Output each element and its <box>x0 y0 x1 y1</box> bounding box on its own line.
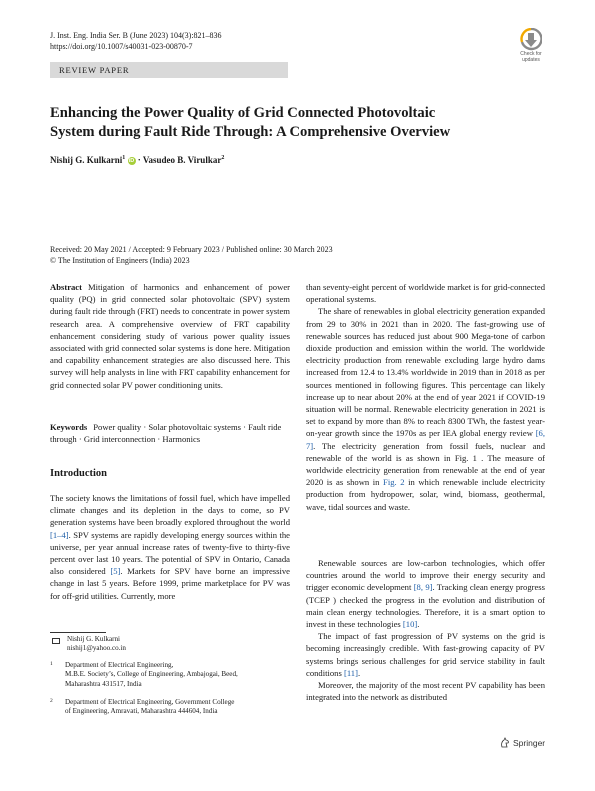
publication-history <box>50 244 333 266</box>
affiliation-number: 1 <box>50 661 53 667</box>
article-type-label: REVIEW PAPER <box>59 65 130 75</box>
springer-horse-icon <box>500 737 510 748</box>
keywords-label: Keywords <box>50 422 88 432</box>
right-column-bottom <box>306 557 545 703</box>
affiliation-line: Department of Electrical Engineering, Government College <box>65 698 235 706</box>
affiliation-line: Department of Electrical Engineering, <box>65 661 174 669</box>
check-updates-label-1: Check for <box>520 51 542 57</box>
affiliation-2 <box>50 698 290 718</box>
affiliation-number: 2 <box>50 698 53 704</box>
abstract-label: Abstract <box>50 282 82 292</box>
affiliation-1 <box>50 661 290 691</box>
check-for-updates-badge[interactable] <box>514 28 548 66</box>
paragraph <box>306 557 545 630</box>
corresponding-name: Nishij G. Kulkarni <box>67 635 121 643</box>
footnote-divider <box>50 632 106 633</box>
body-text: The impact of fast progression of PV systems on the grid is becoming increasingly credible. With fast-growing capacity of PV systems brings serious challenges for grid service stability in fault conditions <box>306 631 545 678</box>
citation-link[interactable]: [6, 7] <box>306 428 545 451</box>
journal-header <box>50 30 222 52</box>
article-title <box>50 104 550 142</box>
body-text: . The electricity generation from fossil fuels, nuclear and renewable of the world is as shown in Fig. 1 . The measure of worldwide electricity generation from renewable at the end of year 2020 is as shown in <box>306 440 545 488</box>
paragraph: than seventy-eight percent of worldwide market is for grid-connected operational systems. <box>306 282 545 305</box>
article-type-bar <box>50 62 288 78</box>
citation-link[interactable]: [10] <box>402 619 418 630</box>
affiliation-marker: 1 <box>122 155 126 161</box>
section-heading-introduction: Introduction <box>50 468 107 479</box>
orcid-icon[interactable]: iD <box>128 158 135 164</box>
dates-line: Received: 20 May 2021 / Accepted: 9 February 2023 / Published online: 30 March 2023 <box>50 245 333 254</box>
citation-link[interactable]: [11] <box>343 667 358 678</box>
right-column-top <box>306 281 545 513</box>
body-text: . Tracking clean energy progress (TCEP ) checked the progress in the evolution and distribution of main clean energy technologies. Therefore, it is a smart option to invest in these technologies <box>306 582 545 630</box>
body-text: in which renewable include electricity production from hydropower, solar, wind, biomass, geothermal, wave, tidal sources and waste. <box>306 477 546 512</box>
author-name[interactable]: Nishij G. Kulkarni <box>50 155 123 165</box>
check-updates-label-2: updates <box>522 56 540 63</box>
affiliation-line: Maharashtra 431517, India <box>65 679 142 688</box>
citation-link[interactable]: [8, 9] <box>413 582 433 593</box>
body-text: . <box>417 619 420 630</box>
affiliation-marker: 2 <box>221 155 225 161</box>
keywords <box>50 421 290 445</box>
author-separator: · <box>135 155 143 165</box>
body-text: . Markets for SPV have borne an impressive change in last 5 years. Before 1999, prime marketplace for PV was for off-grid utilities. Currently, more <box>50 566 290 601</box>
doi-link[interactable]: https://doi.org/10.1007/s40031-023-00870-7 <box>50 42 193 51</box>
abstract-text: Mitigation of harmonics and enhancement of power quality (PQ) in grid connected solar photovoltaic (SPV) system during fault ride through (FRT) needs to concentrate in power system research area. A comprehensive overview of FRT capability enhancement considering study of various power quality issues associated with grid connected solar systems is done here. Mitigation and capability enhancement strategies are also discussed here. This survey will help analysts in line with FRT capability enhancement for grid connected solar PV power conditioning units. <box>50 282 290 390</box>
title-line-2: System during Fault Ride Through: A Comprehensive Overview <box>50 124 451 140</box>
author-list <box>50 155 224 165</box>
figure-link[interactable]: Fig. 2 <box>383 477 405 488</box>
affiliation-line: of Engineering, Amravati, Maharashtra 444604, India <box>65 707 218 716</box>
affiliation-line: M.B.E. Society’s, College of Engineering, Ambajogai, Beed, <box>65 670 238 679</box>
corresponding-author <box>52 635 282 655</box>
journal-citation: J. Inst. Eng. India Ser. B (June 2023) 104(3):821–836 <box>50 31 222 40</box>
paragraph: Moreover, the majority of the most recent PV capability has been integrated into the network as distributed <box>306 680 545 703</box>
envelope-icon <box>52 638 60 644</box>
paragraph <box>306 305 545 512</box>
keywords-text: Power quality · Solar photovoltaic systems · Fault ride through · Grid interconnection · Harmonics <box>50 422 282 445</box>
corresponding-email[interactable]: nishij1@yahoo.co.in <box>67 644 126 653</box>
title-line-1: Enhancing the Power Quality of Grid Connected Photovoltaic <box>50 105 436 121</box>
check-updates-icon <box>520 28 542 52</box>
citation-link[interactable]: [5] <box>110 566 121 577</box>
body-text: . SPV systems are rapidly developing energy sources within the universe, per year annual increase rates of twenty-five to thirty-five percent over last 10 years. The potential of SPV in Ontario, Canada also considered <box>50 529 290 577</box>
paragraph <box>306 630 545 679</box>
citation-link[interactable]: [1–4] <box>50 529 69 540</box>
body-text: The society knows the limitations of fossil fuel, which have impelled climate changes and its depletion in the days to come, so PV generation systems have been broadly explored throughout the world <box>50 493 290 528</box>
publisher-logo <box>500 737 545 748</box>
body-text: . <box>357 667 361 678</box>
author-name[interactable]: Vasudeo B. Virulkar <box>142 155 222 165</box>
introduction-paragraph <box>50 492 290 602</box>
abstract <box>50 281 290 391</box>
publisher-name: Springer <box>513 738 546 748</box>
copyright-line: © The Institution of Engineers (India) 2023 <box>50 256 190 265</box>
body-text: Renewable sources are low-carbon technologies, which offer countries around the world to improve their energy security and trigger economic development <box>306 558 545 593</box>
body-text: The share of renewables in global electricity generation expanded from 29 to 30% in 2021 than in 2020. The fast-growing use of renewable sources has reduced just about 900 Mega-tone of carbon dioxide production and emission within the world. The worldwide electricity production from renewable excluding large hydro dams increased from 12.4 to 13.4% worldwide in 2019 than in 2018 as per sources mentioned in following figures. This percentage can likely increase up to near about 20% at the end of year 2021 if COVID-19 situation will be normal. Renewable electricity generation in 2021 is set to expand by more than 8% to reach 8300 TWh, the fastest year-on-year growth since the 1970s as per IEA global energy review <box>306 306 545 439</box>
